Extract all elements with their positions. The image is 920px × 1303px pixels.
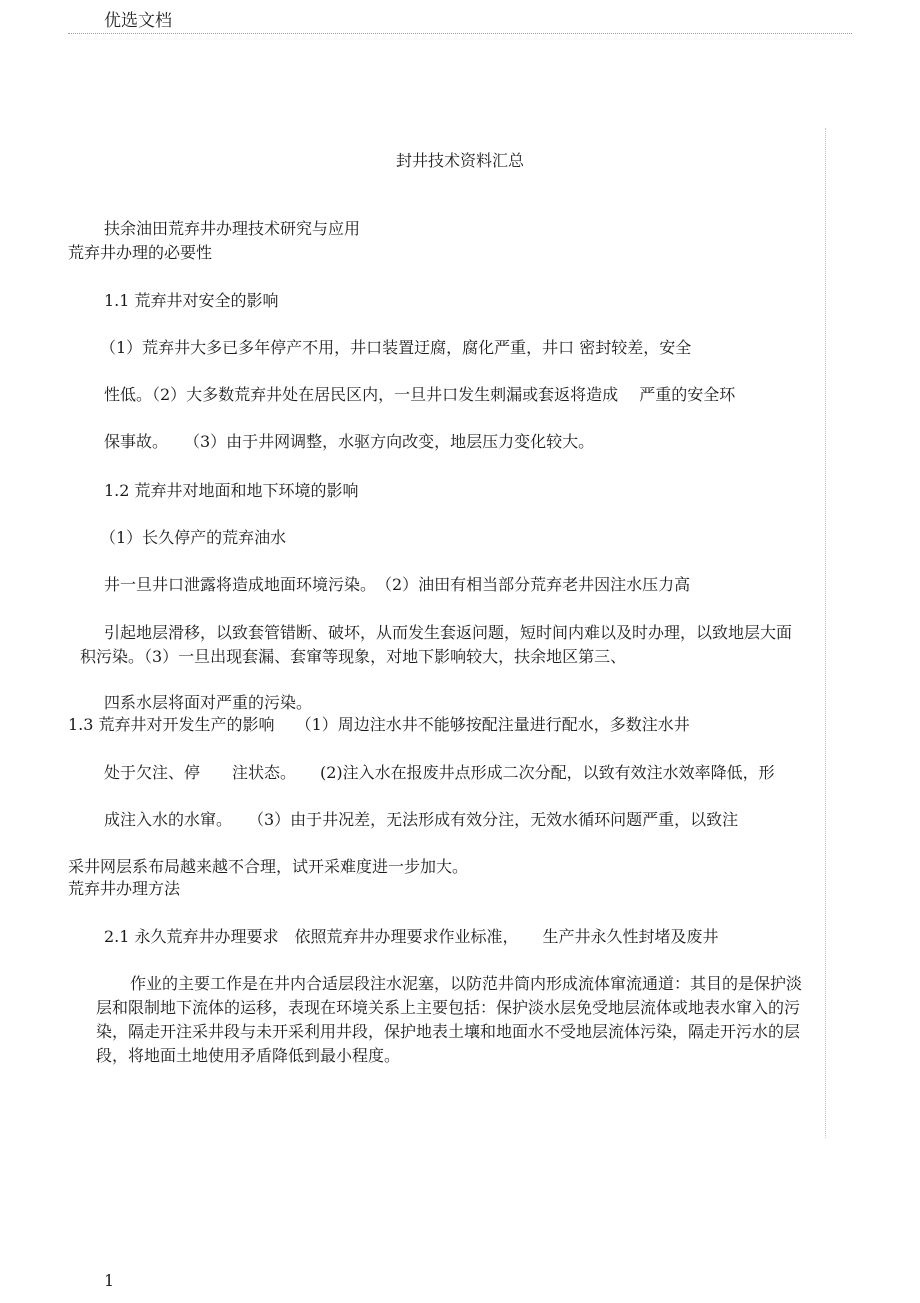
header-divider [68,33,852,34]
text-line: 井一旦井口泄露将造成地面环境污染。 （2）油田有相当部分荒弃老井因注水压力高 [104,575,691,594]
section-heading: 荒弃井办理方法 [68,879,181,898]
text-line: 性低。（2）大多数荒弃井处在居民区内，一旦井口发生刺漏或套返将造成 严重的安全环 [104,385,736,404]
subtitle-line: 扶余油田荒弃井办理技术研究与应用 [104,219,361,238]
subsection-heading: 1.2 荒弃井对地面和地下环境的影响 [104,481,359,500]
text-line: （1）荒弃井大多已多年停产不用，井口装置迂腐，腐化严重，井口 密封较差，安全 [100,338,692,357]
text-line: 成注入水的水窜。 （3）由于井况差，无法形成有效分注，无效水循环问题严重，以致注 [104,810,739,829]
text-line: 处于欠注、停 注状态。 (2)注入水在报废井点形成二次分配，以致有效注水效率降低，形 [104,763,775,782]
section-heading: 荒弃井办理的必要性 [68,243,213,262]
subsection-heading: 1.1 荒弃井对安全的影响 [104,291,279,310]
text-line: （1）长久停产的荒弃油水 [100,528,287,547]
subsection-heading: 1.3 荒弃井对开发生产的影响 （1）周边注水井不能够按配注量进行配水，多数注水井 [68,715,690,734]
text-line: 采井网层系布局越来越不合理，试开采难度进一步加大。 [68,857,469,876]
body-paragraph: 作业的主要工作是在井内合适层段注水泥塞，以防范井筒内形成流体窜流通道：其目的是保护淡层和限制地下流体的运移，表现在环境关系上主要包括：保护淡水层免受地层流体或地表水窜入的污染，隔走开注采井段与未开采利用井段，保护地表土壤和地面水不受地层流体污染，隔走开污水的层段，将地面土地使用矛盾降低到最小程度。 [96,974,803,1065]
text-line: 四系水层将面对严重的污染。 [104,693,313,712]
document-title: 封井技术资料汇总 [395,151,524,170]
margin-divider [825,128,826,1138]
header-label: 优选文档 [104,11,172,31]
text-line: 积污染。（3）一旦出现套漏、套窜等现象，对地下影响较大，扶余地区第三、 [80,647,627,666]
page-number: 1 [104,1271,115,1290]
text-line: 引起地层滑移，以致套管错断、破坏，从而发生套返问题，短时间内难以及时办理，以致地层大面 [104,623,793,642]
text-line: 保事故。 （3）由于井网调整，水驱方向改变，地层压力变化较大。 [104,432,595,451]
subsection-heading: 2.1 永久荒弃井办理要求 依照荒弃井办理要求作业标准， 生产井永久性封堵及废井 [104,927,719,946]
